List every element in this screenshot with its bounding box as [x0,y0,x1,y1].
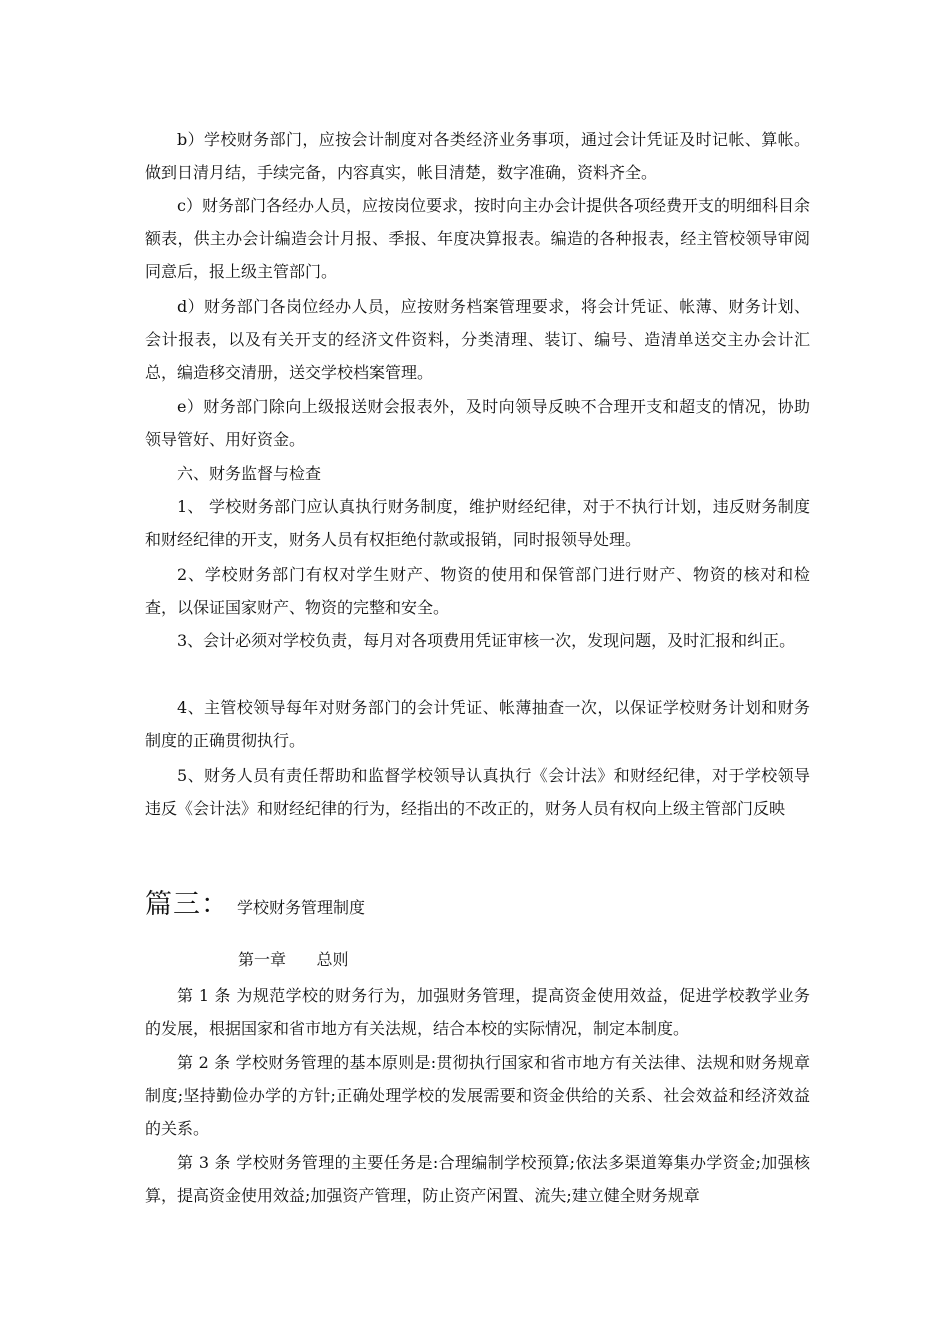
paragraph-d: d）财务部门各岗位经办人员，应按财务档案管理要求，将会计凭证、帐薄、财务计划、会计报表，以及有关开支的经济文件资料，分类清理、装订、编号、造清单送交主办会计汇总，编造移交清册，送交学校档案管理。 [145,297,810,382]
paragraph-item-1: 1、 学校财务部门应认真执行财务制度，维护财经纪律，对于不执行计划，违反财务制度和财经纪律的开支，财务人员有权拒绝付款或报销，同时报领导处理。 [145,497,810,549]
article-3: 第 3 条 学校财务管理的主要任务是:合理编制学校预算;依法多渠道筹集办学资金;加强核算，提高资金使用效益;加强资产管理，防止资产闲置、流失;建立健全财务规章 [145,1153,810,1205]
paragraph-item-3: 3、会计必须对学校负责，每月对各项费用凭证审核一次，发现问题，及时汇报和纠正。 [177,631,796,650]
paragraph-item-2: 2、学校财务部门有权对学生财产、物资的使用和保管部门进行财产、物资的核对和检查，以保证国家财产、物资的完整和安全。 [145,565,810,617]
section-label: 篇三： [145,889,229,920]
paragraph-b: b）学校财务部门，应按会计制度对各类经济业务事项，通过会计凭证及时记帐、算帐。做到日清月结，手续完备，内容真实，帐目清楚，数字准确，资料齐全。 [145,130,810,182]
paragraph-c: c）财务部门各经办人员，应按岗位要求，按时向主办会计提供各项经费开支的明细科目余额表，供主办会计编造会计月报、季报、年度决算报表。编造的各种报表，经主管校领导审阅同意后，报上级主管部门。 [145,196,810,281]
section-title-line [145,882,365,921]
article-2: 第 2 条 学校财务管理的基本原则是:贯彻执行国家和省市地方有关法律、法规和财务规章制度;坚持勤俭办学的方针;正确处理学校的发展需要和资金供给的关系、社会效益和经济效益的关系。 [145,1053,810,1138]
section-heading-six: 六、财务监督与检查 [177,464,322,483]
article-1: 第 1 条 为规范学校的财务行为，加强财务管理，提高资金使用效益，促进学校教学业务的发展，根据国家和省市地方有关法规，结合本校的实际情况，制定本制度。 [145,986,810,1038]
chapter-heading: 第一章 总则 [238,950,349,969]
section-title: 学校财务管理制度 [237,898,366,917]
paragraph-e: e）财务部门除向上级报送财会报表外，及时向领导反映不合理开支和超支的情况，协助领导管好、用好资金。 [145,397,810,449]
paragraph-item-4: 4、主管校领导每年对财务部门的会计凭证、帐薄抽查一次，以保证学校财务计划和财务制度的正确贯彻执行。 [145,698,810,750]
paragraph-item-5: 5、财务人员有责任帮助和监督学校领导认真执行《会计法》和财经纪律，对于学校领导违反《会计法》和财经纪律的行为，经指出的不改正的，财务人员有权向上级主管部门反映 [145,766,810,818]
